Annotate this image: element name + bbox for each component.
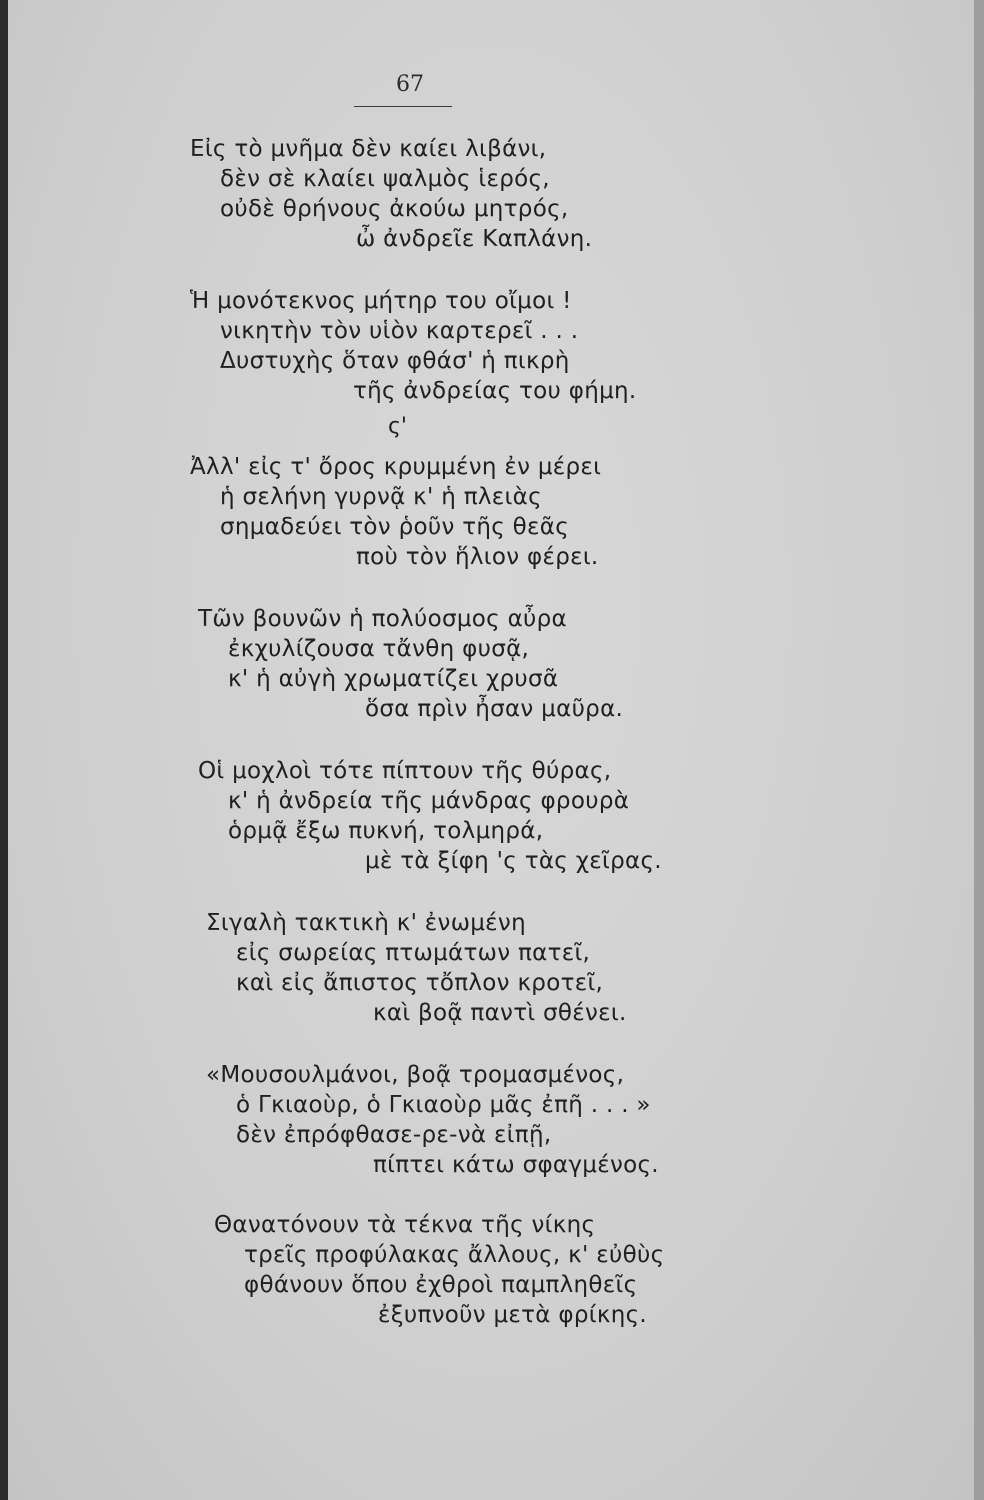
- page-fore-edge: [974, 0, 984, 1500]
- page-number: 67: [396, 72, 424, 97]
- poem-line: ἐξυπνοῦν μετὰ φρίκης.: [378, 1302, 647, 1328]
- poem-line: εἰς σωρείας πτωμάτων πατεῖ,: [236, 940, 591, 966]
- poem-line: «Μουσουλμάνοι, βοᾷ τρομασμένος,: [206, 1062, 625, 1088]
- page-number-rule: [354, 106, 452, 107]
- section-mark: ς': [388, 414, 407, 439]
- poem-line: καὶ εἰς ἄπιστος τὄπλον κροτεῖ,: [236, 970, 604, 996]
- poem-line: ἡ σελήνη γυρνᾷ κ' ἡ πλειὰς: [220, 484, 542, 510]
- poem-line: Εἰς τὸ μνῆμα δὲν καίει λιβάνι,: [190, 136, 547, 162]
- page-binding-edge: [0, 0, 8, 1500]
- book-page: [8, 0, 974, 1500]
- poem-line: ὁρμᾷ ἔξω πυκνή, τολμηρά,: [228, 818, 544, 844]
- poem-line: Θανατόνουν τὰ τέκνα τῆς νίκης: [214, 1212, 596, 1238]
- poem-line: ποὺ τὸν ἥλιον φέρει.: [356, 544, 599, 570]
- poem-line: ὦ ἀνδρεῖε Καπλάνη.: [356, 226, 593, 252]
- poem-line: Τῶν βουνῶν ἡ πολύοσμος αὖρα: [198, 606, 568, 632]
- poem-line: κ' ἡ ἀνδρεία τῆς μάνδρας φρουρὰ: [228, 788, 630, 814]
- poem-line: τῆς ἀνδρείας του φήμη.: [353, 378, 637, 404]
- poem-line: φθάνουν ὅπου ἐχθροὶ παμπληθεῖς: [244, 1272, 638, 1298]
- poem-line: οὐδὲ θρήνους ἀκούω μητρός,: [220, 196, 569, 222]
- poem-line: πίπτει κάτω σφαγμένος.: [373, 1152, 659, 1178]
- poem-line: καὶ βοᾷ παντὶ σθένει.: [373, 1000, 627, 1026]
- poem-line: Ἀλλ' εἰς τ' ὄρος κρυμμένη ἐν μέρει: [190, 454, 602, 480]
- poem-line: δὲν ἐπρόφθασε-ρε-νὰ εἰπῇ,: [236, 1122, 552, 1148]
- poem-line: νικητὴν τὸν υἱὸν καρτερεῖ . . .: [220, 318, 579, 344]
- poem-line: Σιγαλὴ τακτικὴ κ' ἐνωμένη: [206, 910, 526, 936]
- poem-line: ὅσα πρὶν ἦσαν μαῦρα.: [365, 696, 624, 722]
- poem-line: μὲ τὰ ξίφη 'ς τὰς χεῖρας.: [365, 848, 662, 874]
- poem-line: δὲν σὲ κλαίει ψαλμὸς ἱερός,: [220, 166, 550, 192]
- poem-line: ὁ Γκιαοὺρ, ὁ Γκιαοὺρ μᾶς ἐπῆ . . . »: [236, 1092, 651, 1118]
- poem-line: Δυστυχὴς ὅταν φθάσ' ἡ πικρὴ: [220, 348, 570, 374]
- poem-line: τρεῖς προφύλακας ἄλλους, κ' εὐθὺς: [244, 1242, 665, 1268]
- poem-line: Οἱ μοχλοὶ τότε πίπτουν τῆς θύρας,: [198, 758, 612, 784]
- poem-line: κ' ἡ αὐγὴ χρωματίζει χρυσᾶ: [228, 666, 559, 692]
- poem-line: σημαδεύει τὸν ῥοῦν τῆς θεᾶς: [220, 514, 570, 540]
- poem-line: Ἡ μονότεκνος μήτηρ του οἴμοι !: [190, 288, 572, 314]
- poem-line: ἐκχυλίζουσα τἄνθη φυσᾷ,: [228, 636, 530, 662]
